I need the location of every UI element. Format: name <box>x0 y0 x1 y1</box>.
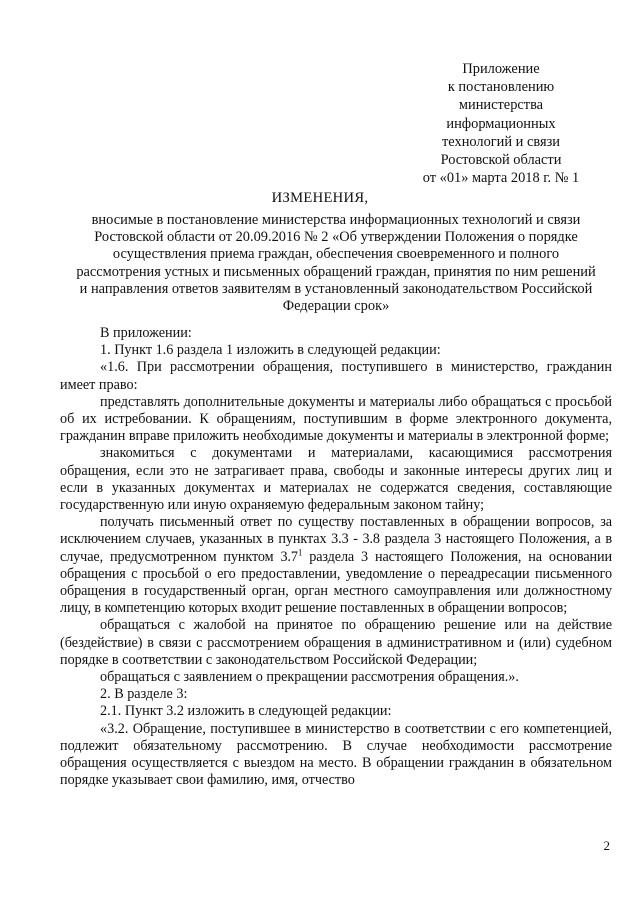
right-paragraph-3 <box>60 514 612 617</box>
footnote-superscript: 1 <box>297 546 303 557</box>
right-paragraph-2: знакомиться с документами и материалами, касающимися рассмотрения обращения, если это не затрагивает права, свободы и законные интересы других лиц и если в указанных документах и материалах не содержатся сведения, составляющие государственную или иную охраняемую федеральным законом тайну; <box>60 445 612 514</box>
appendix-line: информационных <box>446 115 556 132</box>
appendix-line: Ростовской области <box>440 152 562 169</box>
subtitle-line: рассмотрения устных и письменных обращений граждан, принятия по ним решений <box>76 263 596 280</box>
right-paragraph-5: обращаться с заявлением о прекращении рассмотрения обращения.». <box>100 669 519 686</box>
appendix-line: от «01» марта 2018 г. № 1 <box>422 170 580 187</box>
subtitle-line: и направления ответов заявителям в установленный законодательством Российской <box>79 280 593 297</box>
right-paragraph-3-part-a: получать письменный ответ по существу поставленных в обращении вопросов, за исключением случаев, указанных в пунктах 3.3 - 3.8 раздела 3 настоящего Положения, а в случае, предусмотренном пунктом 3.7 <box>60 514 612 565</box>
right-paragraph-3-part-b: раздела 3 настоящего Положения, на основании обращения с просьбой о его предоставлении, уведомление о переадресации письменного обращения в государственный орган, орган местного самоуправления или должностному лицу, в компетенцию которых входит решение поставленных в обращении вопросов; <box>60 548 612 617</box>
item-2-paragraph: 2. В разделе 3: <box>100 686 188 703</box>
page-number: 2 <box>603 838 610 853</box>
document-title: ИЗМЕНЕНИЯ, <box>271 190 369 206</box>
appendix-line: к постановлению <box>447 79 555 96</box>
intro-paragraph: В приложении: <box>100 325 192 341</box>
subtitle-line: осуществления приема граждан, обеспечения своевременного и полного <box>112 246 560 263</box>
appendix-header <box>415 60 587 187</box>
subtitle-line: Федерации срок» <box>282 298 390 315</box>
document-subtitle <box>60 212 612 315</box>
clause-1-6-paragraph: «1.6. При рассмотрении обращения, поступившего в министерство, гражданин имеет право: <box>60 359 612 393</box>
subtitle-line: Ростовской области от 20.09.2016 № 2 «Об утверждении Положения о порядке <box>94 229 578 246</box>
item-2-1-paragraph: 2.1. Пункт 3.2 изложить в следующей редакции: <box>100 703 392 720</box>
document-body <box>60 325 612 789</box>
right-paragraph-4: обращаться с жалобой на принятое по обращению решение или на действие (бездействие) в связи с рассмотрением обращения в административном и (или) судебном порядке в соответствии с законодательством Российской Федерации; <box>60 617 612 668</box>
right-paragraph-1: представлять дополнительные документы и материалы либо обращаться с просьбой об их истребовании. К обращениям, поступившим в форме электронного документа, гражданин вправе приложить необходимые документы и материалы в электронной форме; <box>60 393 612 445</box>
appendix-line: министерства <box>458 97 544 114</box>
appendix-line: технологий и связи <box>442 133 560 150</box>
subtitle-line: вносимые в постановление министерства информационных технологий и связи <box>91 212 581 228</box>
item-1-paragraph: 1. Пункт 1.6 раздела 1 изложить в следующей редакции: <box>100 342 441 359</box>
appendix-line: Приложение <box>462 61 540 77</box>
clause-3-2-paragraph: «3.2. Обращение, поступившее в министерство в соответствии с его компетенцией, подлежит обязательному рассмотрению. В случае необходимости рассмотрение обращения осуществляется с выездом на место. В обращении гражданин в обязательном порядке указывает свои фамилию, имя, отчество <box>60 720 612 789</box>
